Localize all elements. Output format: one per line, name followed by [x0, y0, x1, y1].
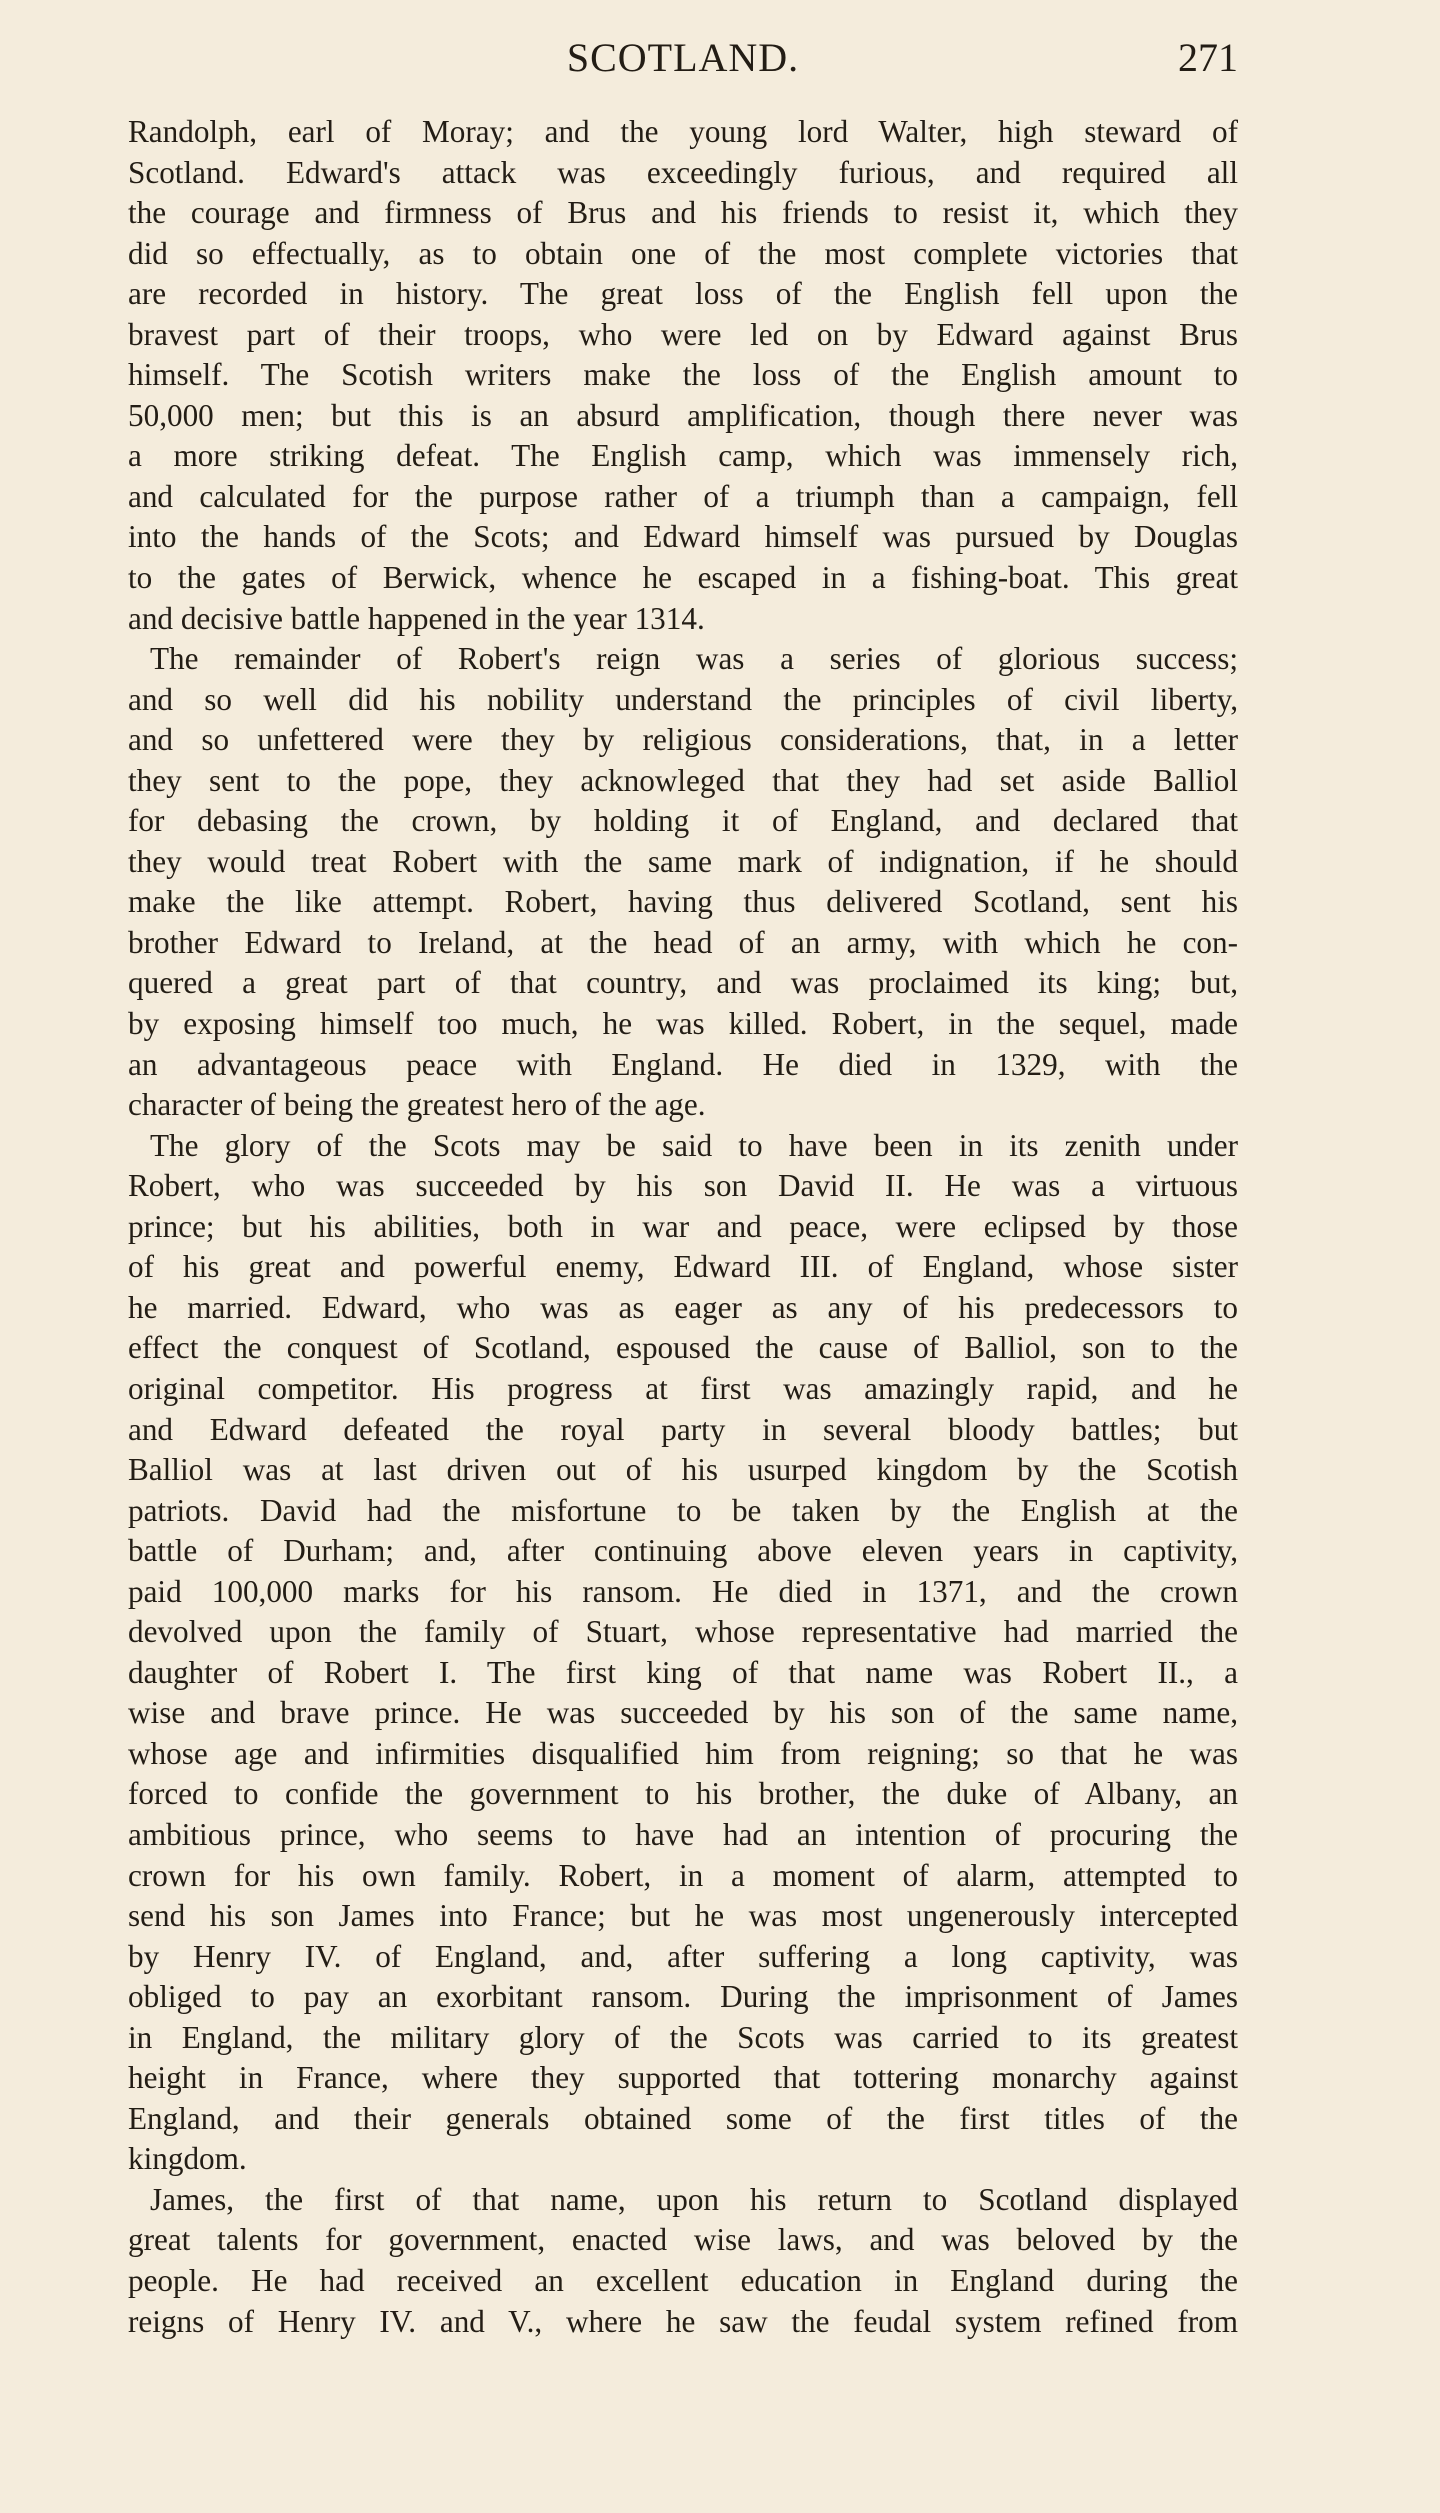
text-line: make the like attempt. Robert, having thus delivered Scotland, sent his — [128, 884, 1238, 920]
text-line: and calculated for the purpose rather of a triumph than a campaign, fell — [128, 478, 1238, 514]
text-line: by Henry IV. of England, and, after suffering a long captivity, was — [128, 1938, 1238, 1974]
text-line: they sent to the pope, they acknowleged that they had set aside Balliol — [128, 762, 1238, 798]
paragraph — [128, 2180, 1238, 2342]
body-text — [128, 112, 1238, 2342]
text-line: to the gates of Berwick, whence he escaped in a fishing-boat. This great — [128, 560, 1238, 596]
text-line: send his son James into France; but he was most ungenerously intercepted — [128, 1898, 1238, 1934]
paragraph — [128, 1126, 1238, 2180]
text-line: crown for his own family. Robert, in a moment of alarm, attempted to — [128, 1857, 1238, 1893]
text-line: wise and brave prince. He was succeeded by his son of the same name, — [128, 1695, 1238, 1731]
text-line: did so effectually, as to obtain one of the most complete victories that — [128, 235, 1238, 271]
text-line: in England, the military glory of the Scots was carried to its greatest — [128, 2019, 1238, 2055]
text-line: and Edward defeated the royal party in several bloody battles; but — [128, 1411, 1238, 1447]
text-line: people. He had received an excellent education in England during the — [128, 2262, 1238, 2298]
text-line: whose age and infirmities disqualified him from reigning; so that he was — [128, 1735, 1238, 1771]
text-line: quered a great part of that country, and was proclaimed its king; but, — [128, 965, 1238, 1001]
running-head: SCOTLAND. — [566, 35, 800, 80]
text-line: ambitious prince, who seems to have had an intention of procuring the — [128, 1816, 1238, 1852]
text-line: himself. The Scotish writers make the loss of the English amount to — [128, 357, 1238, 393]
text-line: prince; but his abilities, both in war and peace, were eclipsed by those — [128, 1208, 1238, 1244]
text-line: Scotland. Edward's attack was exceedingly furious, and required all — [128, 154, 1238, 190]
text-line: forced to confide the government to his brother, the duke of Albany, an — [128, 1776, 1238, 1812]
text-line: of his great and powerful enemy, Edward III. of England, whose sister — [128, 1249, 1238, 1285]
text-line: brother Edward to Ireland, at the head of an army, with which he con- — [128, 924, 1238, 960]
text-line: reigns of Henry IV. and V., where he saw the feudal system refined from — [128, 2303, 1238, 2339]
text-line: original competitor. His progress at first was amazingly rapid, and he — [128, 1370, 1238, 1406]
text-line: bravest part of their troops, who were led on by Edward against Brus — [128, 316, 1238, 352]
text-line: great talents for government, enacted wise laws, and was beloved by the — [128, 2222, 1238, 2258]
text-line: height in France, where they supported that tottering monarchy against — [128, 2060, 1238, 2096]
text-line: devolved upon the family of Stuart, whose representative had married the — [128, 1614, 1238, 1650]
text-line: paid 100,000 marks for his ransom. He died in 1371, and the crown — [128, 1573, 1238, 1609]
text-line: are recorded in history. The great loss of the English fell upon the — [128, 276, 1238, 312]
text-line: the courage and firmness of Brus and his friends to resist it, which they — [128, 195, 1238, 231]
text-line: an advantageous peace with England. He died in 1329, with the — [128, 1046, 1238, 1082]
text-line: for debasing the crown, by holding it of England, and declared that — [128, 803, 1238, 839]
text-line: Balliol was at last driven out of his usurped kingdom by the Scotish — [128, 1452, 1238, 1488]
text-line: England, and their generals obtained some of the first titles of the — [128, 2100, 1238, 2136]
text-line: kingdom. — [128, 2141, 247, 2177]
text-line: obliged to pay an exorbitant ransom. During the imprisonment of James — [128, 1979, 1238, 2015]
text-line: Robert, who was succeeded by his son David II. He was a virtuous — [128, 1168, 1238, 1204]
text-line: daughter of Robert I. The first king of that name was Robert II., a — [128, 1654, 1238, 1690]
text-line: patriots. David had the misfortune to be taken by the English at the — [128, 1492, 1238, 1528]
paragraph — [128, 112, 1238, 639]
text-line: character of being the greatest hero of the age. — [128, 1087, 706, 1123]
text-line: battle of Durham; and, after continuing above eleven years in captivity, — [128, 1533, 1238, 1569]
text-line: by exposing himself too much, he was killed. Robert, in the sequel, made — [128, 1006, 1238, 1042]
paragraph — [128, 639, 1238, 1126]
text-line: they would treat Robert with the same mark of indignation, if he should — [128, 843, 1238, 879]
page-number: 271 — [1178, 35, 1238, 80]
text-line: effect the conquest of Scotland, espoused the cause of Balliol, son to the — [128, 1330, 1238, 1366]
text-line: and decisive battle happened in the year 1314. — [128, 600, 705, 636]
text-line: he married. Edward, who was as eager as any of his predecessors to — [128, 1289, 1238, 1325]
text-line: The remainder of Robert's reign was a series of glorious success; — [150, 641, 1238, 677]
page-header — [128, 28, 1238, 88]
text-line: and so well did his nobility understand the principles of civil liberty, — [128, 681, 1238, 717]
text-line: and so unfettered were they by religious considerations, that, in a letter — [128, 722, 1238, 758]
text-line: 50,000 men; but this is an absurd amplification, though there never was — [128, 397, 1238, 433]
text-line: James, the first of that name, upon his return to Scotland displayed — [150, 2181, 1238, 2217]
text-line: into the hands of the Scots; and Edward himself was pursued by Douglas — [128, 519, 1238, 555]
text-line: a more striking defeat. The English camp, which was immensely rich, — [128, 438, 1238, 474]
text-line: The glory of the Scots may be said to have been in its zenith under — [150, 1127, 1238, 1163]
text-line: Randolph, earl of Moray; and the young lord Walter, high steward of — [128, 114, 1238, 149]
